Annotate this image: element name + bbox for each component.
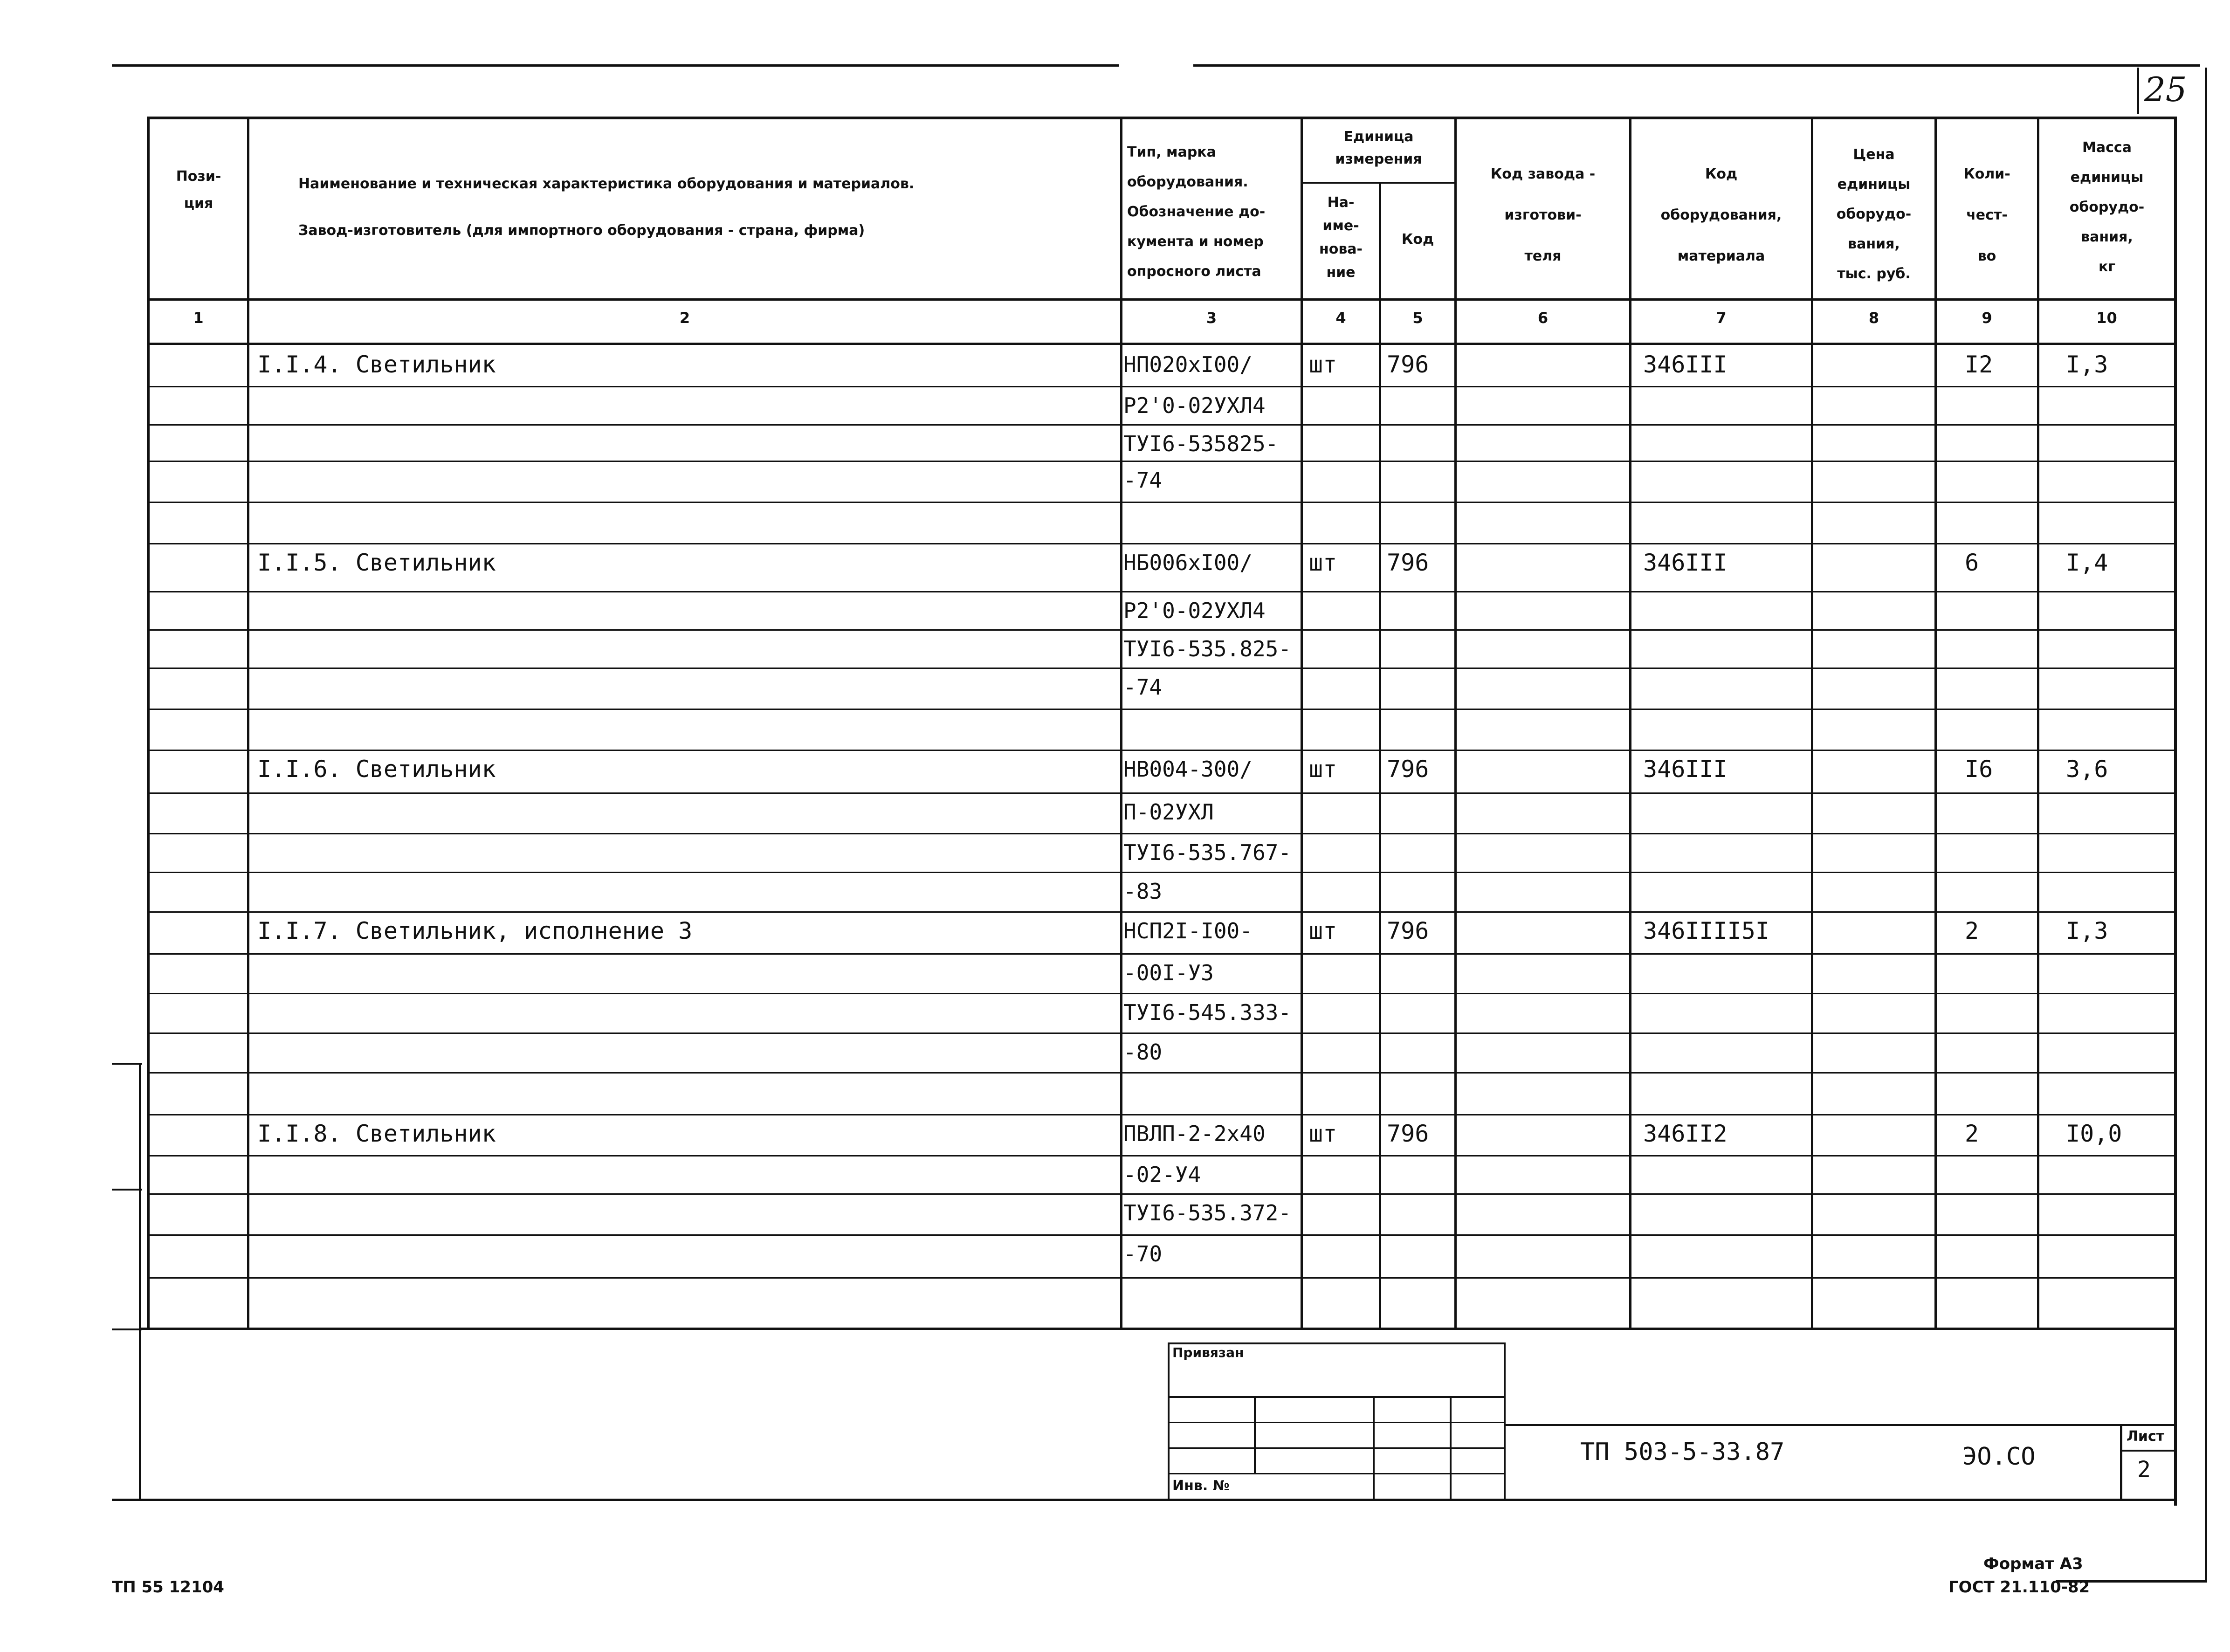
cell-type: ТУI6-545.333- bbox=[1123, 1000, 1292, 1025]
vline-6 bbox=[1629, 117, 1631, 1328]
cell-material-code: 346III bbox=[1643, 351, 1728, 378]
top-rule-left bbox=[112, 64, 1119, 67]
header-col1: Пози- ция bbox=[176, 168, 221, 212]
sheet-label: Лист bbox=[2127, 1428, 2165, 1445]
cell-type: П-02УХЛ bbox=[1123, 799, 1214, 825]
cell-type: -74 bbox=[1123, 675, 1163, 700]
linked-box-h3 bbox=[1168, 1447, 1506, 1449]
vline-9 bbox=[2037, 117, 2039, 1328]
header-col4: На- име- нова- ние bbox=[1319, 194, 1363, 281]
document-code: ТП 503-5-33.87 bbox=[1580, 1438, 1785, 1466]
linked-label: Привязан bbox=[1172, 1345, 1244, 1360]
sheet-box-mid bbox=[2120, 1450, 2177, 1452]
row-divider bbox=[150, 953, 2174, 955]
col-number-1: 1 bbox=[193, 309, 204, 327]
col-number-10: 10 bbox=[2096, 309, 2117, 327]
vline-2 bbox=[1120, 117, 1122, 1328]
cell-type: НСП2I-I00- bbox=[1123, 918, 1253, 943]
cell-unit: шт bbox=[1309, 917, 1337, 944]
cell-unit: шт bbox=[1309, 756, 1337, 783]
cell-qty: I2 bbox=[1965, 351, 1993, 378]
cell-type: НБ006хI00/ bbox=[1123, 550, 1253, 575]
row-divider bbox=[150, 1234, 2174, 1236]
cell-type: -83 bbox=[1123, 879, 1163, 904]
cell-mass: I,4 bbox=[2066, 549, 2108, 576]
cell-name: I.I.8. Светильник bbox=[257, 1120, 496, 1147]
unit-group-divider bbox=[1301, 182, 1454, 184]
row-divider bbox=[150, 591, 2174, 592]
binding-line bbox=[139, 1063, 141, 1501]
col-number-6: 6 bbox=[1537, 309, 1549, 327]
row-divider bbox=[150, 629, 2174, 631]
cell-type: -00I-У3 bbox=[1123, 960, 1214, 985]
col-number-7: 7 bbox=[1716, 309, 1727, 327]
cell-unit-code: 796 bbox=[1387, 756, 1429, 783]
cell-material-code: 346III bbox=[1643, 549, 1728, 576]
cell-type: Р2'0-02УХЛ4 bbox=[1123, 393, 1266, 418]
row-divider bbox=[150, 461, 2174, 462]
cell-type: НВ004-300/ bbox=[1123, 757, 1253, 782]
header-col10: Масса единицы оборудо- вания, кг bbox=[2069, 139, 2145, 275]
row-divider bbox=[150, 1072, 2174, 1074]
stamp-bottom bbox=[112, 1499, 2177, 1501]
header-col7: Код оборудования, материала bbox=[1660, 166, 1782, 264]
col-number-2: 2 bbox=[679, 309, 690, 327]
row-divider bbox=[150, 1114, 2174, 1115]
row-divider bbox=[150, 792, 2174, 794]
vline-8 bbox=[1934, 117, 1937, 1328]
cell-unit: шт bbox=[1309, 351, 1337, 378]
header-col6: Код завода - изготови- теля bbox=[1490, 166, 1596, 264]
binding-tick-3 bbox=[112, 1328, 142, 1330]
header-col2: Наименование и техническая характеристика оборудования и материалов. Завод-изготовитель (для импортного оборудования - страна, фирма) bbox=[298, 176, 915, 239]
footer-format: Формат А3 bbox=[1983, 1555, 2083, 1573]
cell-unit-code: 796 bbox=[1387, 351, 1429, 378]
cell-type: -74 bbox=[1123, 468, 1163, 493]
cell-name: I.I.7. Светильник, исполнение 3 bbox=[257, 917, 693, 944]
cell-qty: I6 bbox=[1965, 756, 1993, 783]
vline-5 bbox=[1454, 117, 1457, 1328]
cell-name: I.I.5. Светильник bbox=[257, 549, 496, 576]
cell-mass: I,3 bbox=[2066, 351, 2108, 378]
col-number-9: 9 bbox=[1982, 309, 1992, 327]
cell-material-code: 346II2 bbox=[1643, 1120, 1728, 1147]
col-number-5: 5 bbox=[1412, 309, 1423, 327]
sheet-no-box-left bbox=[2137, 68, 2139, 114]
binding-tick-2 bbox=[112, 1189, 142, 1191]
section-code: ЭО.СО bbox=[1962, 1443, 2036, 1471]
sheet-box-top bbox=[2120, 1424, 2177, 1426]
cell-type: ТУI6-535.372- bbox=[1123, 1200, 1292, 1225]
cell-mass: I,3 bbox=[2066, 917, 2108, 944]
cell-type: ПВЛП-2-2х40 bbox=[1123, 1121, 1266, 1146]
header-col9: Коли- чест- во bbox=[1963, 166, 2010, 264]
cell-unit-code: 796 bbox=[1387, 1120, 1429, 1147]
linked-box-v1 bbox=[1254, 1396, 1256, 1473]
header-unit-group: Единица измерения bbox=[1335, 129, 1422, 167]
header-col5: Код bbox=[1401, 231, 1434, 248]
col-number-8: 8 bbox=[1868, 309, 1879, 327]
row-divider bbox=[150, 993, 2174, 994]
vline-1 bbox=[247, 117, 249, 1328]
inventory-label: Инв. № bbox=[1172, 1478, 1230, 1494]
cell-qty: 2 bbox=[1965, 917, 1979, 944]
header-col3: Тип, марка оборудования. Обозначение до- кумента и номер опросного листа bbox=[1127, 144, 1266, 280]
table-body-bottom bbox=[140, 1328, 2177, 1330]
cell-name: I.I.4. Светильник bbox=[257, 351, 496, 378]
cell-unit: шт bbox=[1309, 549, 1337, 576]
footer-gost: ГОСТ 21.110-82 bbox=[1948, 1578, 2090, 1597]
linked-box-h1 bbox=[1168, 1396, 1506, 1398]
table-top bbox=[147, 117, 2177, 119]
cell-type: -70 bbox=[1123, 1241, 1163, 1267]
linked-box-h2 bbox=[1168, 1422, 1506, 1423]
row-divider bbox=[150, 1277, 2174, 1279]
cell-qty: 6 bbox=[1965, 549, 1979, 576]
cell-qty: 2 bbox=[1965, 1120, 1979, 1147]
frame-right-edge bbox=[2205, 68, 2207, 1583]
table-right bbox=[2174, 117, 2177, 1506]
sheet-box-left bbox=[2120, 1424, 2122, 1501]
row-divider bbox=[150, 1155, 2174, 1156]
row-divider bbox=[150, 750, 2174, 751]
cell-unit-code: 796 bbox=[1387, 917, 1429, 944]
linked-box-top bbox=[1168, 1342, 1506, 1344]
cell-type: -02-У4 bbox=[1123, 1162, 1201, 1187]
cell-material-code: 346IIII5I bbox=[1643, 917, 1769, 944]
vline-7 bbox=[1811, 117, 1813, 1328]
cell-mass: I0,0 bbox=[2066, 1120, 2122, 1147]
cell-unit-code: 796 bbox=[1387, 549, 1429, 576]
linked-box-h4 bbox=[1168, 1473, 1506, 1474]
row-divider bbox=[150, 543, 2174, 544]
col-number-3: 3 bbox=[1206, 309, 1217, 327]
sheet-value: 2 bbox=[2137, 1457, 2151, 1483]
cell-type: ТУI6-535.825- bbox=[1123, 636, 1292, 661]
header-col8: Цена единицы оборудо- вания, тыс. руб. bbox=[1836, 146, 1912, 282]
row-divider bbox=[150, 1032, 2174, 1034]
cell-type: ТУI6-535825- bbox=[1123, 431, 1279, 456]
row-divider bbox=[150, 872, 2174, 873]
row-divider bbox=[150, 386, 2174, 387]
cell-material-code: 346III bbox=[1643, 756, 1728, 783]
row-divider bbox=[150, 1193, 2174, 1195]
row-divider bbox=[150, 911, 2174, 913]
linked-box-v3 bbox=[1450, 1396, 1452, 1501]
cell-type: -80 bbox=[1123, 1039, 1163, 1065]
cell-unit: шт bbox=[1309, 1120, 1337, 1147]
vline-3 bbox=[1301, 117, 1303, 1328]
row-divider bbox=[150, 502, 2174, 503]
footer-left-code: ТП 55 12104 bbox=[112, 1578, 224, 1597]
row-divider bbox=[150, 709, 2174, 710]
sheet-number: 25 bbox=[2144, 70, 2187, 109]
cell-type: ТУI6-535.767- bbox=[1123, 840, 1292, 865]
cell-type: Р2'0-02УХЛ4 bbox=[1123, 598, 1266, 623]
top-rule-right bbox=[1193, 64, 2200, 67]
linked-box-v2 bbox=[1373, 1396, 1375, 1501]
designation-line bbox=[1506, 1424, 2177, 1426]
numbers-bottom bbox=[147, 343, 2177, 345]
vline-4 bbox=[1379, 182, 1381, 1328]
row-divider bbox=[150, 668, 2174, 669]
cell-name: I.I.6. Светильник bbox=[257, 756, 496, 783]
cell-type: НП020хI00/ bbox=[1123, 352, 1253, 377]
binding-tick-1 bbox=[112, 1063, 142, 1065]
cell-mass: 3,6 bbox=[2066, 756, 2108, 783]
col-number-4: 4 bbox=[1335, 309, 1346, 327]
row-divider bbox=[150, 833, 2174, 834]
row-divider bbox=[150, 424, 2174, 426]
